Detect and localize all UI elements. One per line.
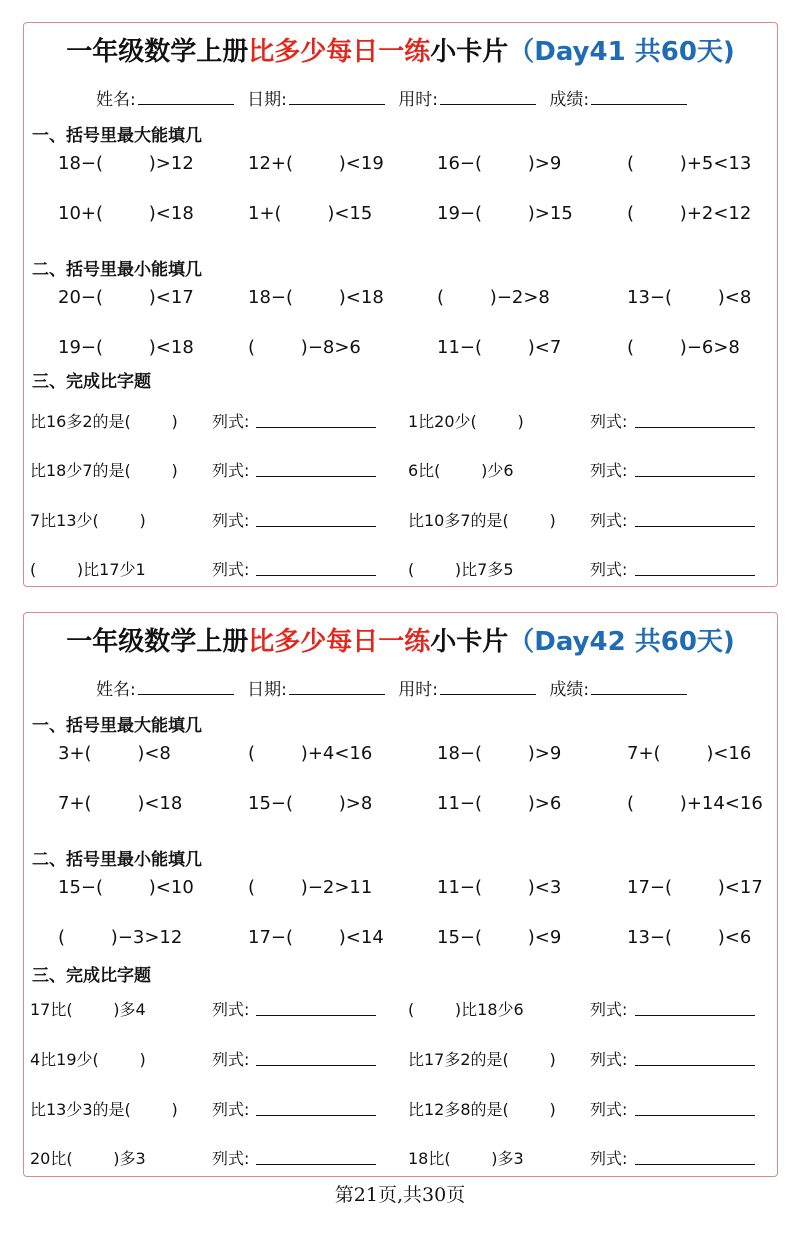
- equation-label: 列式:: [590, 560, 628, 579]
- info-row: [96, 85, 695, 110]
- problem: ( )−8>6: [248, 337, 361, 358]
- problem: 18−( )<18: [248, 287, 384, 308]
- word-problem: 7比13少( ): [30, 511, 146, 530]
- equation-answer-line[interactable]: [635, 1015, 755, 1016]
- title-part-grade: 一年级数学上册: [66, 37, 249, 67]
- word-problem: 比18少7的是( ): [30, 461, 178, 480]
- score-field[interactable]: [591, 90, 687, 105]
- word-problem: 1比20少( ): [408, 412, 524, 431]
- score-field[interactable]: [591, 680, 687, 695]
- equation-label: 列式:: [212, 461, 250, 480]
- word-problem: 18比( )多3: [408, 1149, 524, 1168]
- section-3-heading: 三、完成比字题: [32, 372, 151, 392]
- problem: 10+( )<18: [58, 203, 194, 224]
- equation-answer-line[interactable]: [635, 427, 755, 428]
- problem: 13−( )<6: [627, 927, 752, 948]
- problem: 15−( )<9: [437, 927, 562, 948]
- problem: 7+( )<16: [627, 743, 752, 764]
- equation-answer-line[interactable]: [256, 427, 376, 428]
- equation-answer-line[interactable]: [256, 1015, 376, 1016]
- word-problem: 20比( )多3: [30, 1149, 146, 1168]
- equation-label: 列式:: [212, 560, 250, 579]
- equation-label: 列式:: [590, 1100, 628, 1119]
- problem: 18−( )>12: [58, 153, 194, 174]
- card-title: [24, 31, 777, 68]
- problem: 13−( )<8: [627, 287, 752, 308]
- info-row: [96, 675, 695, 700]
- section-3-heading: 三、完成比字题: [32, 966, 151, 986]
- title-part-grade: 一年级数学上册: [66, 627, 249, 657]
- time-field[interactable]: [440, 680, 536, 695]
- equation-answer-line[interactable]: [635, 575, 755, 576]
- word-problem: 比17多2的是( ): [408, 1050, 556, 1069]
- equation-label: 列式:: [212, 511, 250, 530]
- equation-label: 列式:: [590, 1050, 628, 1069]
- problem: 1+( )<15: [248, 203, 373, 224]
- problem: 20−( )<17: [58, 287, 194, 308]
- equation-label: 列式:: [212, 1000, 250, 1019]
- problem: 17−( )<14: [248, 927, 384, 948]
- problem: 12+( )<19: [248, 153, 384, 174]
- title-part-day: （Day42 共60天): [508, 627, 735, 657]
- word-problem: 比12多8的是( ): [408, 1100, 556, 1119]
- equation-answer-line[interactable]: [635, 526, 755, 527]
- name-field[interactable]: [138, 90, 234, 105]
- word-problem: ( )比7多5: [408, 560, 514, 579]
- date-label: 日期:: [247, 680, 287, 700]
- date-field[interactable]: [289, 90, 385, 105]
- equation-label: 列式:: [590, 1149, 628, 1168]
- title-part-day: （Day41 共60天): [508, 37, 735, 67]
- equation-label: 列式:: [212, 1100, 250, 1119]
- card-title: [24, 621, 777, 658]
- time-label: 用时:: [398, 90, 439, 110]
- problem: 15−( )>8: [248, 793, 373, 814]
- problem: 15−( )<10: [58, 877, 194, 898]
- problem: 19−( )<18: [58, 337, 194, 358]
- problem: ( )−2>8: [437, 287, 550, 308]
- time-field[interactable]: [440, 90, 536, 105]
- equation-answer-line[interactable]: [635, 1164, 755, 1165]
- problem: 17−( )<17: [627, 877, 763, 898]
- equation-answer-line[interactable]: [256, 1065, 376, 1066]
- title-part-topic: 比多少每日一练: [248, 627, 431, 657]
- name-field[interactable]: [138, 680, 234, 695]
- name-label: 姓名:: [96, 90, 136, 110]
- equation-answer-line[interactable]: [635, 1115, 755, 1116]
- word-problem: 17比( )多4: [30, 1000, 146, 1019]
- equation-answer-line[interactable]: [256, 476, 376, 477]
- problem: 3+( )<8: [58, 743, 171, 764]
- practice-card-day41: [23, 22, 778, 587]
- problem: ( )+2<12: [627, 203, 752, 224]
- name-label: 姓名:: [96, 680, 136, 700]
- title-part-card: 小卡片: [430, 37, 509, 67]
- equation-label: 列式:: [590, 412, 628, 431]
- equation-label: 列式:: [590, 461, 628, 480]
- problem: 11−( )>6: [437, 793, 562, 814]
- word-problem: ( )比18少6: [408, 1000, 524, 1019]
- equation-answer-line[interactable]: [256, 1164, 376, 1165]
- score-label: 成绩:: [549, 90, 590, 110]
- problem: ( )+5<13: [627, 153, 752, 174]
- word-problem: 比10多7的是( ): [408, 511, 556, 530]
- problem: ( )−3>12: [58, 927, 183, 948]
- equation-answer-line[interactable]: [256, 1115, 376, 1116]
- title-part-card: 小卡片: [430, 627, 509, 657]
- problem: 7+( )<18: [58, 793, 183, 814]
- equation-answer-line[interactable]: [256, 526, 376, 527]
- equation-label: 列式:: [590, 511, 628, 530]
- title-part-topic: 比多少每日一练: [248, 37, 431, 67]
- problem: 18−( )>9: [437, 743, 562, 764]
- problem: ( )−2>11: [248, 877, 373, 898]
- score-label: 成绩:: [549, 680, 590, 700]
- word-problem: 比16多2的是( ): [30, 412, 178, 431]
- problem: ( )−6>8: [627, 337, 740, 358]
- section-2-heading: 二、括号里最小能填几: [32, 850, 202, 870]
- equation-label: 列式:: [212, 1050, 250, 1069]
- equation-label: 列式:: [590, 1000, 628, 1019]
- date-label: 日期:: [247, 90, 287, 110]
- page-footer: 第21页,共30页: [334, 1184, 466, 1206]
- equation-answer-line[interactable]: [635, 1065, 755, 1066]
- problem: ( )+4<16: [248, 743, 373, 764]
- word-problem: 6比( )少6: [408, 461, 514, 480]
- equation-answer-line[interactable]: [256, 575, 376, 576]
- date-field[interactable]: [289, 680, 385, 695]
- section-1-heading: 一、括号里最大能填几: [32, 126, 202, 146]
- equation-answer-line[interactable]: [635, 476, 755, 477]
- problem: 11−( )<3: [437, 877, 562, 898]
- problem: ( )+14<16: [627, 793, 763, 814]
- section-2-heading: 二、括号里最小能填几: [32, 260, 202, 280]
- problem: 19−( )>15: [437, 203, 573, 224]
- equation-label: 列式:: [212, 1149, 250, 1168]
- problem: 16−( )>9: [437, 153, 562, 174]
- word-problem: 比13少3的是( ): [30, 1100, 178, 1119]
- equation-label: 列式:: [212, 412, 250, 431]
- section-1-heading: 一、括号里最大能填几: [32, 716, 202, 736]
- time-label: 用时:: [398, 680, 439, 700]
- practice-card-day42: [23, 612, 778, 1177]
- word-problem: 4比19少( ): [30, 1050, 146, 1069]
- word-problem: ( )比17少1: [30, 560, 146, 579]
- problem: 11−( )<7: [437, 337, 562, 358]
